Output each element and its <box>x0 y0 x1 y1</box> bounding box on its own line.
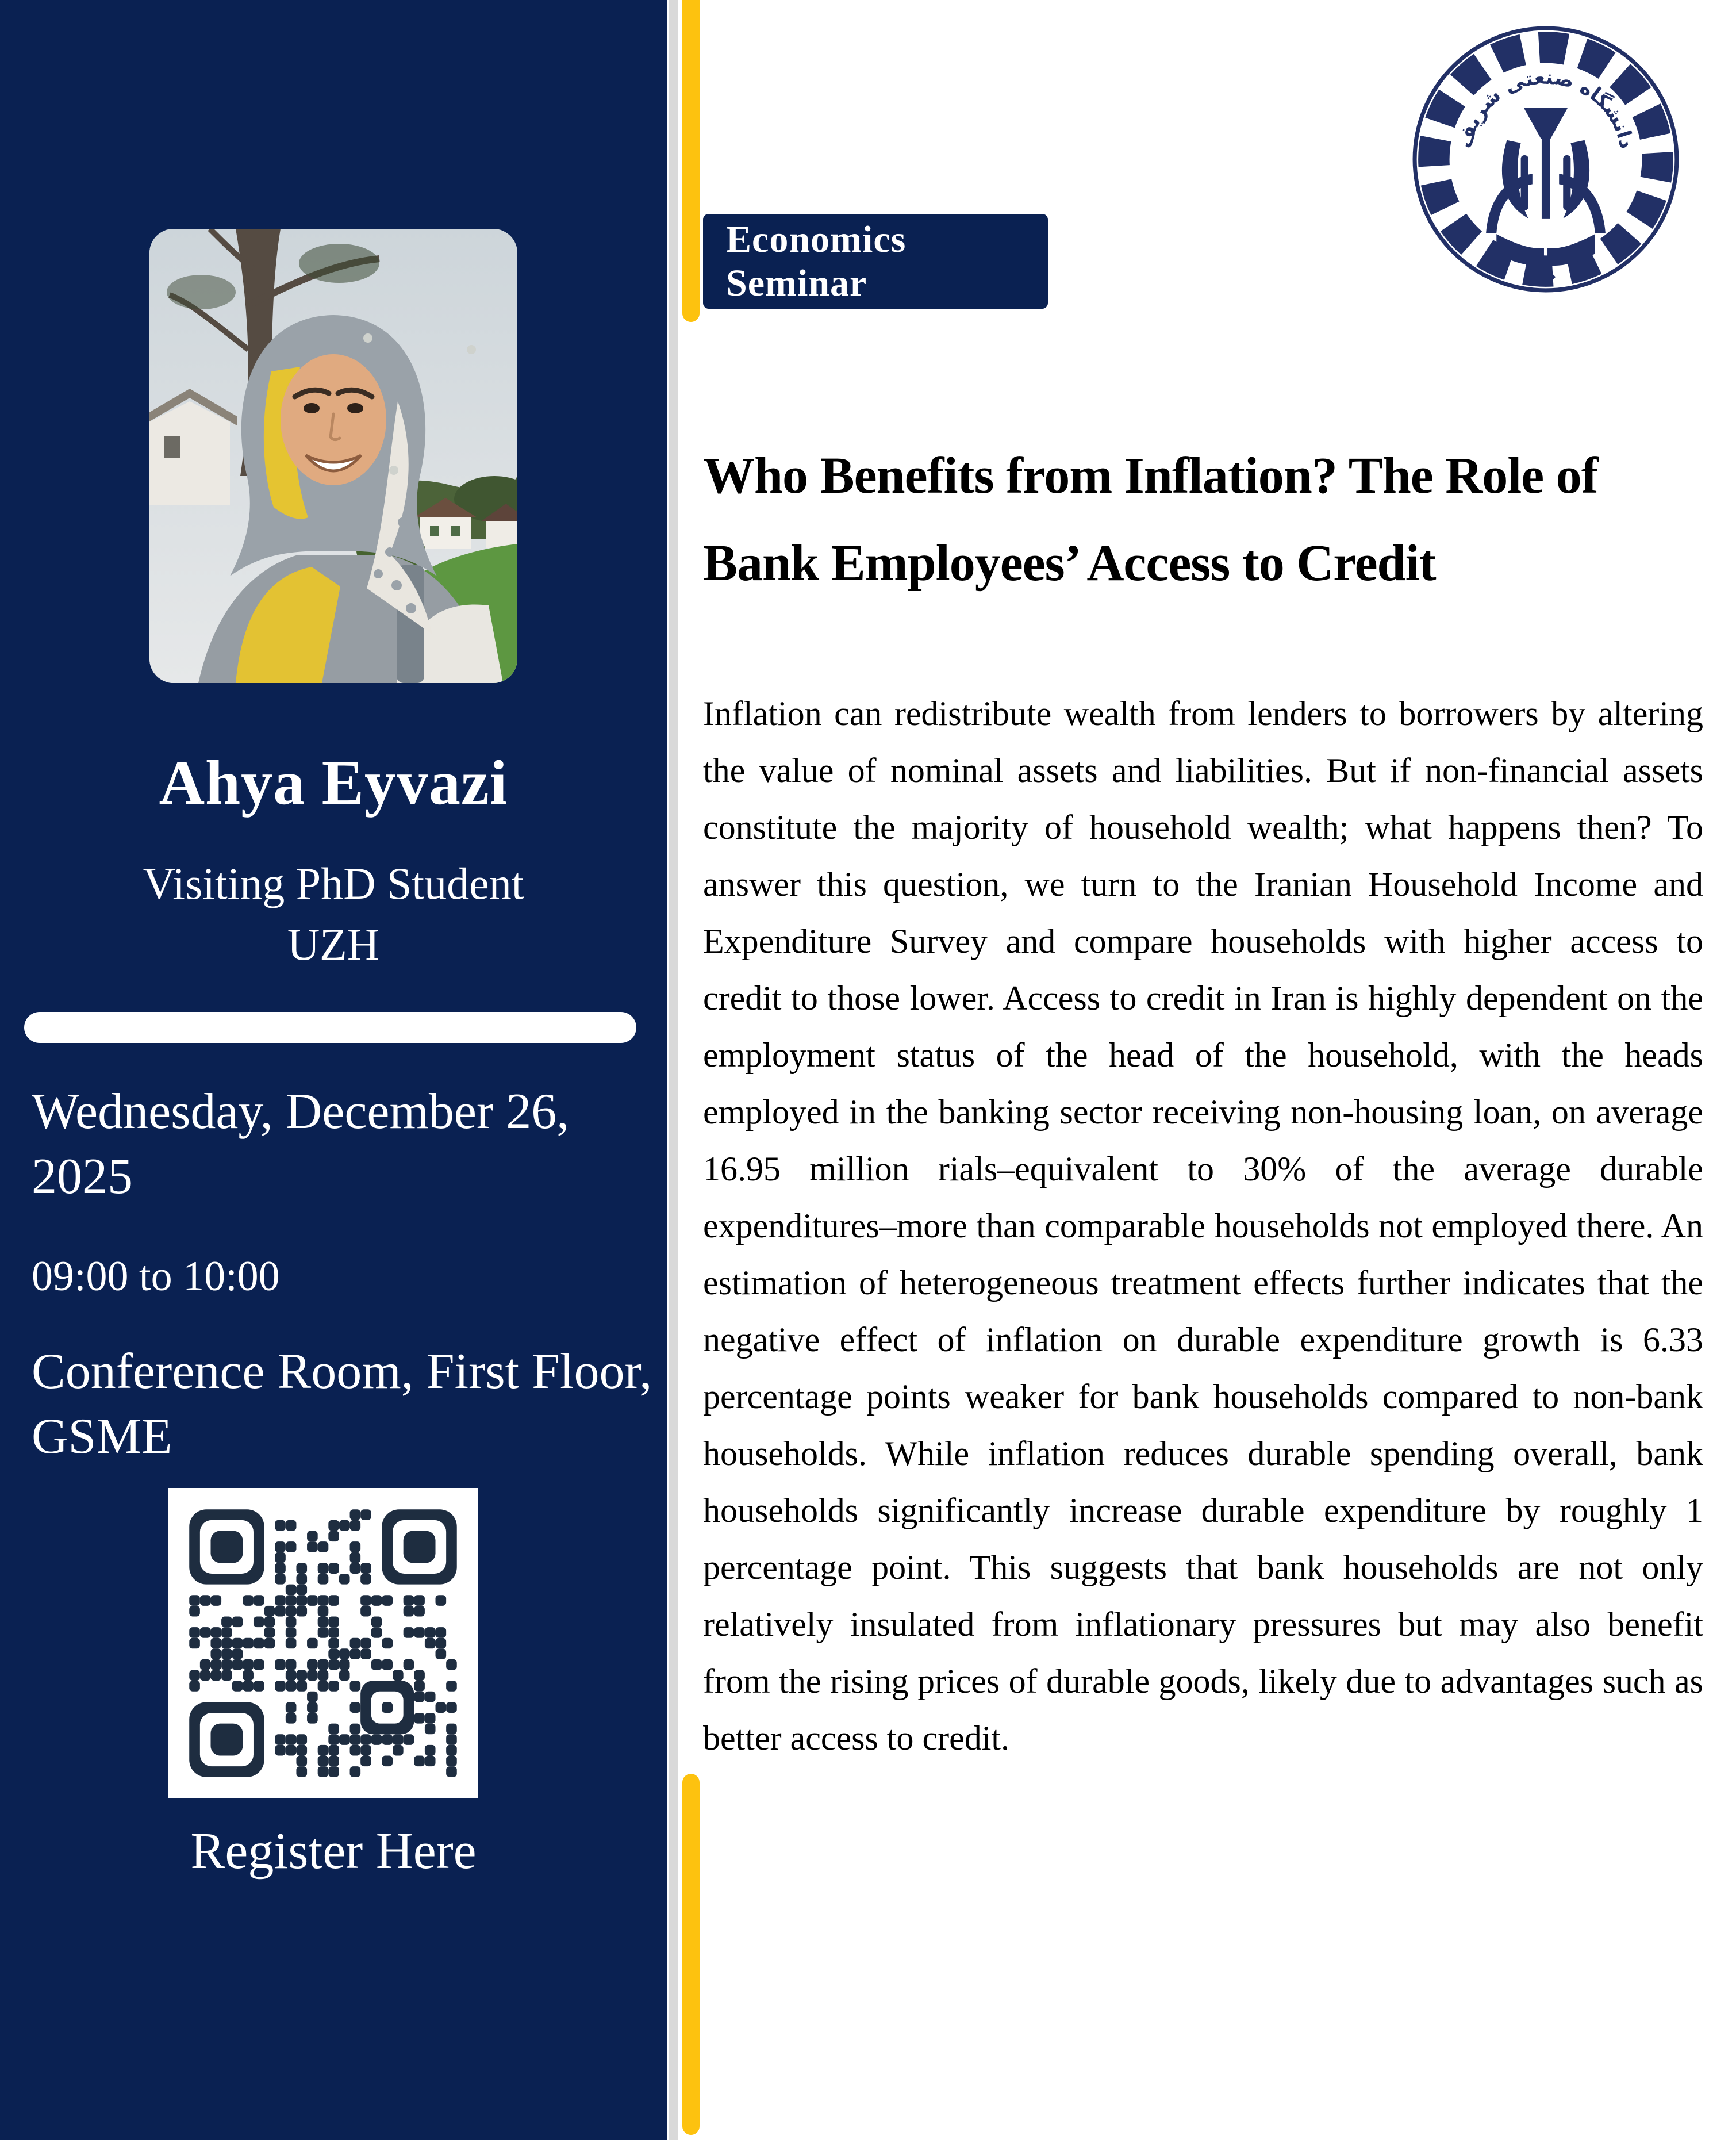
logo-arc-text: دانشگاه صنعتی شریف <box>1453 66 1638 151</box>
accent-bar-bottom <box>682 1774 700 2135</box>
speaker-photo <box>149 229 517 683</box>
register-link[interactable]: Register Here <box>190 1823 477 1880</box>
qr-code-pattern <box>168 1488 478 1798</box>
seminar-badge-label: Economics Seminar <box>726 218 907 304</box>
speaker-name: Ahya Eyvazi <box>159 747 508 818</box>
seminar-title-line-1: Who Benefits from Inflation? The Role of <box>703 447 1598 504</box>
divider <box>24 1012 636 1043</box>
separator-line <box>669 0 678 2140</box>
qr-code[interactable] <box>168 1488 478 1798</box>
event-date: Wednesday, December 26, 2025 <box>32 1084 570 1205</box>
seminar-abstract: Inflation can redistribute wealth from lenders to borrowers by altering the value of nominal assets and liabilities. But if non-financial assets constitute the majority of household wealth; what happens then? To answer this question, we turn to the Iranian Household Income and Expenditure Survey and compare households with higher access to credit to those lower. Access to credit in Iran is highly dependent on the employment status of the head of the household, with the heads employed in the banking sector receiving non-housing loan, on average 16.95 million rials–equivalent to 30% of the average durable expenditures–more than comparable households not employed there. An estimation of heterogeneous treatment effects further indicates that the negative effect of inflation on durable expenditure growth is 6.33 percentage points weaker for bank households compared to non-bank households. While inflation reduces durable spending overall, bank households significantly increase durable expenditure by roughly 1 percentage point. This suggests that bank households are not only relatively insulated from inflationary pressures but may also benefit from the rising prices of durable goods, likely due to advantages such as better access to credit. <box>703 695 1703 1757</box>
speaker-affiliation: UZH <box>287 919 380 969</box>
seminar-badge <box>703 214 1048 309</box>
seminar-title-line-2: Bank Employees’ Access to Credit <box>703 535 1436 592</box>
university-logo-icon <box>1409 23 1682 296</box>
speaker-role: Visiting PhD Student <box>143 858 524 908</box>
seminar-title <box>703 432 1704 607</box>
accent-bar-top <box>682 0 700 322</box>
sidebar <box>0 0 667 2140</box>
event-location: Conference Room, First Floor, GSME <box>32 1344 652 1464</box>
speaker-photo-illustration <box>149 229 517 683</box>
event-time: 09:00 to 10:00 <box>32 1253 280 1300</box>
